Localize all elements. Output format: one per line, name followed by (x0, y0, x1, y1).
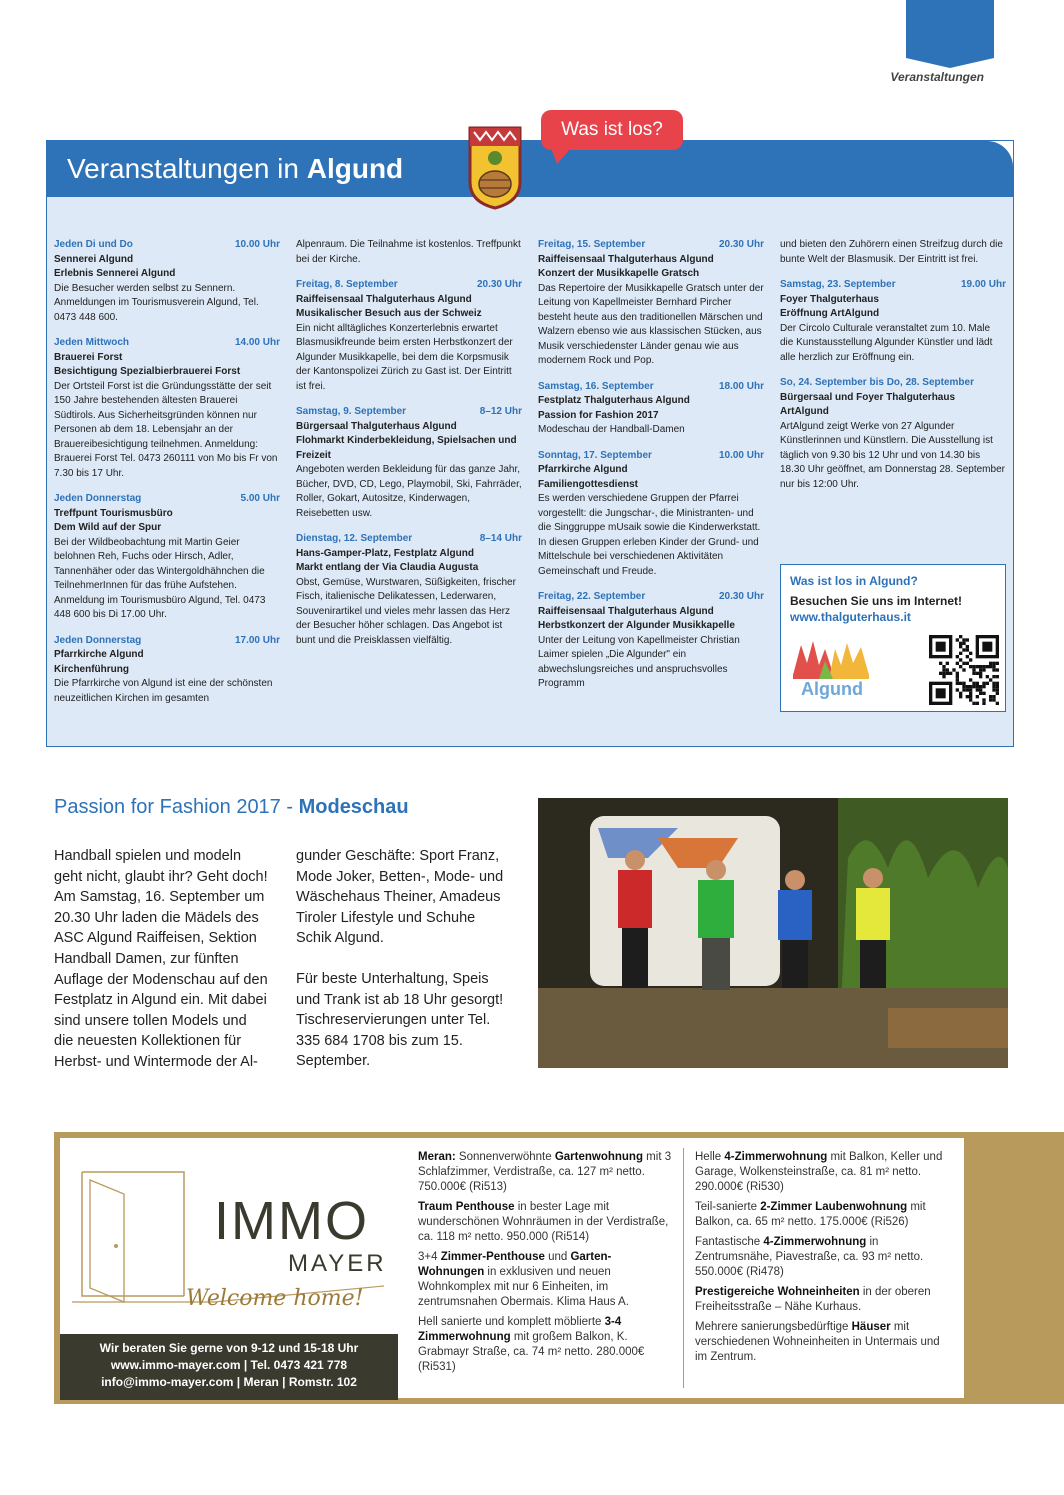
fashion-text-col-2a: gunder Geschäfte: Sport Franz, Mode Joker, Betten-, Mode- und Wäschehaus Theiner, Amadeus Tiroler Lifestyle und Schuhe Schik Algund. (296, 848, 504, 947)
event-title: Raiffeisensaal Thalguterhaus Algund Konzert der Musikkapelle Gratsch (538, 253, 714, 279)
event-description: Das Repertoire der Musikkapelle Gratsch unter der Leitung von Kapellmeister Bernhard Pircher besteht heute aus den traditionellen Märschen und Walzern ebenso wie aus klassischen Stücken, aus Musik verschiedenster Länder genau wie aus modernem Rock und Pop. (538, 282, 764, 366)
event-item (54, 492, 280, 623)
event-description: Ein nicht alltägliches Konzerterlebnis erwartet Blasmusikfreunde beim ersten Herbstkonzert der Algunder Musikkapelle, bei dem die Korpsmusik der Kantonspolizei Zürich zu Gast ist. Der Eintritt ist frei. (296, 322, 513, 392)
property-listing: Mehrere sanierungsbedürftige Häuser mit verschiedenen Wohneinheiten in Untermais und im Zentrum. (695, 1321, 940, 1363)
section-label: Veranstaltungen (890, 70, 984, 84)
contact-email-address[interactable]: info@immo-mayer.com | Meran | Romstr. 102 (101, 1375, 357, 1389)
event-title: Hans-Gamper-Platz, Festplatz Algund Markt entlang der Via Claudia Augusta (296, 547, 479, 573)
event-time: 18.00 Uhr (718, 380, 764, 392)
event-date-row (296, 278, 522, 293)
event-time: 10.00 Uhr (234, 239, 280, 250)
event-time: 20.30 Uhr (718, 591, 764, 602)
event-day: Sonntag, 17. September (538, 449, 652, 461)
event-description: Angeboten werden Bekleidung für das ganze Jahr, Bücher, DVD, CD, Lego, Playmobil, Ski, Fahrräder, Roller, Gokart, Autositze, Kinderwagen, Reisebetten usw. (296, 464, 522, 519)
event-day: Samstag, 16. September (538, 380, 654, 392)
event-date-row (780, 278, 1006, 293)
event-item (538, 238, 764, 369)
info-question: Was ist los in Algund? (790, 574, 918, 588)
event-time: 10.00 Uhr (718, 449, 764, 461)
event-description: ArtAlgund zeigt Werke von 27 Algunder Künstlerinnen und Künstlern. Die Ausstellung ist täglich von 9.30 bis 12 Uhr und von 14.30 bis 18.30 Uhr geöffnet, am Donnerstag 28. September nur bis 12:00 Uhr. (780, 420, 1005, 490)
event-time: 14.00 Uhr (234, 337, 280, 348)
fashion-title (54, 796, 409, 819)
section-tab-marker (906, 0, 994, 58)
fashion-title-prefix: Passion for Fashion 2017 - (54, 796, 294, 818)
qr-code-icon[interactable] (929, 635, 999, 705)
property-listing: Prestigereiche Wohneinheiten in der oberen Freiheitsstraße – Nähe Kurhaus. (695, 1286, 931, 1313)
property-listing: Fantastische 4-Zimmerwohnung in Zentrumsnähe, Piavestraße, ca. 93 m² netto. 550.000€ (Ri478) (695, 1236, 924, 1278)
event-day: Samstag, 23. September (780, 279, 896, 290)
event-item (296, 278, 522, 394)
fashion-title-bold: Modeschau (298, 796, 409, 818)
immo-logo-text: IMMO (214, 1191, 369, 1251)
event-title: Bürgersaal Thalguterhaus Algund Flohmarkt Kinderbekleidung, Spielsachen und Freizeit (296, 420, 517, 461)
event-title: Bürgersaal und Foyer Thalguterhaus ArtAlgund (780, 391, 956, 417)
was-ist-los-bubble: Was ist los? (541, 110, 683, 150)
event-time: 8–12 Uhr (479, 406, 522, 417)
event-item (780, 238, 1006, 267)
events-title-bold: Algund (306, 153, 404, 184)
event-time: 20.30 Uhr (476, 279, 522, 290)
event-time: 8–14 Uhr (479, 533, 522, 544)
event-date-row (54, 492, 280, 507)
property-listing: Helle 4-Zimmerwohnung mit Balkon, Keller und Garage, Wolkensteinstraße, ca. 81 m² netto. 290.000€ (Ri530) (695, 1151, 943, 1193)
fashion-text-col-1: Handball spielen und modeln geht nicht, glaubt ihr? Geht doch! Am Samstag, 16. September um 20.30 Uhr laden die Mädels des ASC Algund Raiffeisen, Sektion Handball Damen, zur fünften Auflage der Modenschau auf den Festplatz in Algund ein. Mit dabei sind unsere tollen Models und die neuesten Kollektionen für Herbst- und Wintermode der Al- (54, 848, 268, 1070)
event-description: Es werden verschiedene Gruppen der Pfarrei vorgestellt: die Jungschar-, die Ministranten- und die Singgruppe mUsaik sowie die Kinderwerkstatt. In diesen Gruppen erleben Kinder der Grund- und Mittelschule bei verschiedenen Aktivitäten Gemeinschaft und Freude. (538, 493, 761, 577)
event-day: So, 24. September bis Do, 28. September (780, 377, 974, 388)
fashion-text-col-2b: Für beste Unterhaltung, Speis und Trank ist ab 18 Uhr gesorgt! Tischreservierungen unter Tel. 335 684 1708 bis zum 15. September. (296, 970, 504, 1070)
info-box (780, 564, 1006, 712)
event-time: 20.30 Uhr (718, 239, 764, 250)
event-day: Freitag, 22. September (538, 591, 646, 602)
welcome-slogan: Welcome home! (186, 1286, 364, 1311)
event-date-row (54, 238, 280, 253)
event-date-row (780, 376, 1006, 391)
contact-web-phone[interactable]: www.immo-mayer.com | Tel. 0473 421 778 (110, 1358, 348, 1372)
property-listing: Hell sanierte und komplett möblierte 3-4 Zimmerwohnung mit großem Balkon, K. Grabmayr Straße, ca. 74 m² netto. 280.000€ (Ri531) (418, 1316, 645, 1373)
event-description: Modeschau der Handball-Damen (538, 424, 685, 435)
property-listing: Meran: Sonnenverwöhnte Gartenwohnung mit 3 Schlafzimmer, Verdistraße, ca. 127 m² netto. 750.000€ (Ri513) (418, 1151, 672, 1193)
event-date-row (538, 590, 764, 605)
event-day: Samstag, 9. September (296, 406, 407, 417)
event-title: Raiffeisensaal Thalguterhaus Algund Musikalischer Besuch aus der Schweiz (296, 293, 482, 319)
property-listing: Teil-sanierte 2-Zimmer Laubenwohnung mit Balkon, ca. 65 m² netto. 175.000€ (Ri526) (695, 1201, 926, 1228)
event-title: Raiffeisensaal Thalguterhaus Algund Herbstkonzert der Algunder Musikkapelle (538, 605, 735, 631)
events-title (67, 153, 403, 185)
event-day: Jeden Donnerstag (54, 493, 142, 504)
event-day: Jeden Donnerstag (54, 634, 142, 646)
property-listing: 3+4 Zimmer-Penthouse und Garten-Wohnungen in exklusiven und neuen Wohnkomplex mit nur 6 Einheiten, im zentrumsnahen Obermais. Klima Haus A. (418, 1251, 629, 1308)
algund-crest-icon (466, 124, 524, 210)
listing-divider (683, 1148, 684, 1388)
event-description: Der Ortsteil Forst ist die Gründungsstätte der seit 150 Jahre bestehenden ältesten Brauerei Südtirols. Aus Sicherheitsgründen können nur Personen ab dem 18. Lebensjahr an der Brauereibesichtigung teilnehmen. Anmeldung: Brauerei Forst Tel. 0473 260111 von Mo bis Fr von 7.30 bis 17 Uhr. (54, 380, 278, 479)
events-column-1 (54, 238, 280, 717)
event-time: 19.00 Uhr (960, 279, 1006, 290)
event-title: Pfarrkirche Algund Familiengottesdienst (538, 464, 639, 490)
event-description: Bei der Wildbeobachtung mit Martin Geier belohnen Reh, Fuchs oder Hirsch, Adler, Tannenhäher oder das Wintergoldhähnchen die TeilnehmerInnen für das frühe Aufstehen. Anmeldung im Tourismusbüro Algund, Tel. 0473 448 600 bis Di 17.00 Uhr. (54, 536, 266, 620)
event-date-row (54, 336, 280, 351)
event-item (538, 449, 764, 580)
event-title: Treffpunt Tourismusbüro Dem Wild auf der Spur (54, 507, 173, 533)
event-title: Festplatz Thalguterhaus Algund Passion for Fashion 2017 (538, 395, 690, 421)
listing-column-1 (418, 1150, 672, 1380)
event-item (54, 634, 280, 707)
event-time: 5.00 Uhr (240, 493, 280, 504)
event-description: Die Pfarrkirche von Algund ist eine der schönsten neuzeitlichen Kirchen im gesamten (54, 678, 273, 704)
event-day: Jeden Mittwoch (54, 337, 130, 348)
event-date-row (538, 238, 764, 253)
event-title: Pfarrkirche Algund Kirchenführung (54, 649, 144, 675)
event-day: Freitag, 8. September (296, 279, 398, 290)
events-header (47, 141, 1013, 197)
event-item (296, 405, 522, 521)
event-date-row (538, 449, 764, 464)
event-description: Obst, Gemüse, Wurstwaren, Süßigkeiten, frischer Fisch, italienische Delikatessen, Lederwaren, Souvenirartikel und vieles mehr lassen das Herz der Besucher höher schlagen. Das Angebot ist bunt und die Preisklassen vielfältig. (296, 576, 516, 646)
event-title: Brauerei Forst Besichtigung Spezialbierbrauerei Forst (54, 351, 241, 377)
event-day: Freitag, 15. September (538, 239, 646, 250)
event-item (780, 376, 1006, 492)
contact-hours: Wir beraten Sie gerne von 9-12 und 15-18 Uhr (99, 1341, 359, 1355)
fashion-text-col-2 (296, 846, 510, 1072)
fashion-show-photo (538, 798, 1008, 1068)
event-date-row (538, 380, 764, 395)
event-date-row (296, 405, 522, 420)
contact-box (60, 1334, 398, 1400)
event-item (780, 278, 1006, 365)
event-item (538, 380, 764, 438)
event-date-row (54, 634, 280, 649)
events-title-prefix: Veranstaltungen in (67, 153, 299, 184)
event-item (296, 238, 522, 267)
info-url-link[interactable]: www.thalguterhaus.it (790, 610, 911, 624)
event-title: Sennerei Algund Erlebnis Sennerei Algund (54, 253, 176, 279)
event-item (296, 532, 522, 648)
event-item (54, 336, 280, 481)
event-day: Jeden Di und Do (54, 239, 133, 250)
event-date-row (296, 532, 522, 547)
event-description: Der Circolo Culturale veranstaltet zum 10. Male die Kunstausstellung Algunder Künstler und lädt alle herzlich zur Eröffnung ein. (780, 322, 993, 363)
mayer-logo-text: MAYER (288, 1250, 387, 1277)
property-listing: Traum Penthouse in bester Lage mit wunderschönen Wohnräumen in der Verdistraße, ca. 118 m² netto. 950.000 (Ri514) (418, 1201, 669, 1243)
event-day: Dienstag, 12. September (296, 533, 413, 544)
event-item (54, 238, 280, 325)
events-column-3 (538, 238, 764, 703)
event-description: Die Besucher werden selbst zu Sennern. Anmeldungen im Tourismusverein Algund, Tel. 0473 448 600. (54, 282, 259, 323)
events-column-4 (780, 238, 1006, 503)
event-title: Foyer Thalguterhaus Eröffnung ArtAlgund (780, 293, 880, 319)
events-column-2 (296, 238, 522, 659)
event-description: Alpenraum. Die Teilnahme ist kostenlos. Treffpunkt bei der Kirche. (296, 239, 521, 265)
listing-column-2 (695, 1150, 949, 1370)
event-description: und bieten den Zuhörern einen Streifzug durch die bunte Welt der Blasmusik. Der Eintritt ist frei. (780, 239, 1003, 265)
event-time: 17.00 Uhr (234, 634, 280, 646)
algund-logo-text: Algund (801, 679, 863, 699)
info-line: Besuchen Sie uns im Internet! (790, 594, 963, 608)
event-item (538, 590, 764, 692)
event-description: Unter der Leitung von Kapellmeister Christian Laimer spielen „Die Algunder" ein abwechslungsreiches und anspruchsvolles Programm (538, 634, 740, 689)
